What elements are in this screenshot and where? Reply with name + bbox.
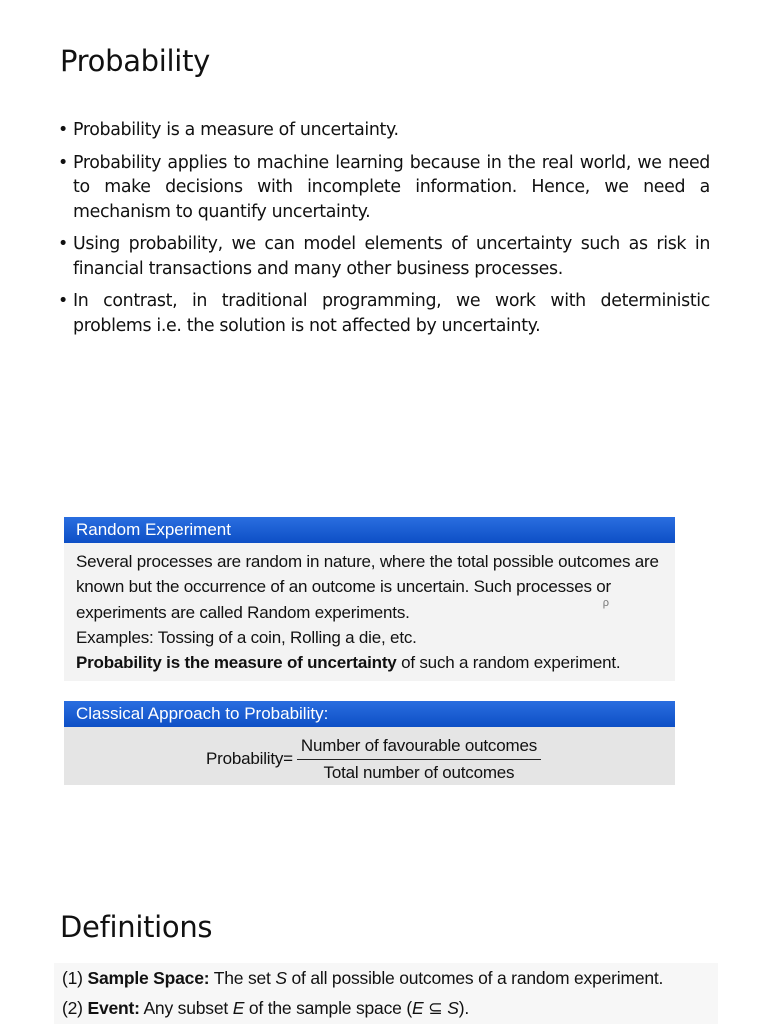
definition-term: Sample Space: [87, 968, 210, 988]
random-experiment-panel [64, 517, 675, 681]
random-experiment-examples: Examples: Tossing of a coin, Rolling a die, etc. [76, 627, 417, 647]
conclusion-tail: of such a random experiment. [396, 653, 621, 673]
bullet-list [55, 118, 710, 346]
bullet-text: Using probability, we can model elements of uncertainty such as risk in financial transactions and many other business processes. [73, 234, 710, 279]
stray-mark: ρ [602, 597, 609, 609]
bullet-item [55, 289, 710, 338]
definition-number: (2) [62, 998, 83, 1018]
formula-lhs: Probability= [206, 749, 293, 768]
subset-symbol: ⊆ [423, 998, 448, 1018]
math-variable: E [411, 998, 424, 1018]
random-experiment-header: Random Experiment [64, 517, 675, 543]
random-experiment-conclusion [76, 650, 663, 675]
bullet-dot: • [58, 120, 68, 140]
bullet-text: In contrast, in traditional programming, we work with deterministic problems i.e. the solution is not affected by uncertainty. [73, 291, 710, 336]
bullet-item [55, 118, 710, 143]
formula-numerator: Number of favourable outcomes [297, 736, 541, 760]
random-experiment-body [64, 543, 675, 675]
formula-denominator: Total number of outcomes [323, 762, 515, 782]
bullet-dot: • [58, 152, 68, 173]
page-title: Probability [60, 44, 210, 78]
probability-formula [206, 737, 541, 781]
math-variable: S [275, 968, 287, 988]
definition-number: (1) [62, 968, 83, 988]
definition-term: Event: [87, 998, 140, 1018]
math-variable: E [232, 998, 245, 1018]
math-variable: S [447, 998, 459, 1018]
definition-text: Any subset [139, 998, 233, 1018]
bullet-item [55, 151, 710, 225]
bullet-text: Probability is a measure of uncertainty. [73, 120, 399, 140]
definitions-title: Definitions [60, 910, 213, 944]
bullet-item [55, 232, 710, 281]
definition-item [54, 993, 718, 1023]
definitions-box [54, 963, 718, 1024]
definition-text: The set [209, 968, 276, 988]
bold-phrase: Probability is the measure of uncertainty [76, 653, 397, 673]
classical-approach-panel [64, 701, 675, 785]
definition-text: of the sample space ( [244, 998, 412, 1018]
random-experiment-description: Several processes are random in nature, where the total possible outcomes are known but the occurrence of an outcome is uncertain. Such processes or experiments are called Random experiments. [76, 552, 659, 622]
definition-text: of all possible outcomes of a random experiment. [286, 968, 664, 988]
classical-approach-header: Classical Approach to Probability: [64, 701, 675, 727]
formula-fraction [297, 736, 541, 783]
definition-text: ). [458, 998, 470, 1018]
bullet-text: Probability applies to machine learning because in the real world, we need to make decisions with incomplete information. Hence, we need a mechanism to quantify uncertainty. [73, 152, 710, 222]
bullet-dot: • [58, 234, 68, 254]
bullet-dot: • [58, 291, 68, 311]
definition-item [54, 963, 718, 993]
